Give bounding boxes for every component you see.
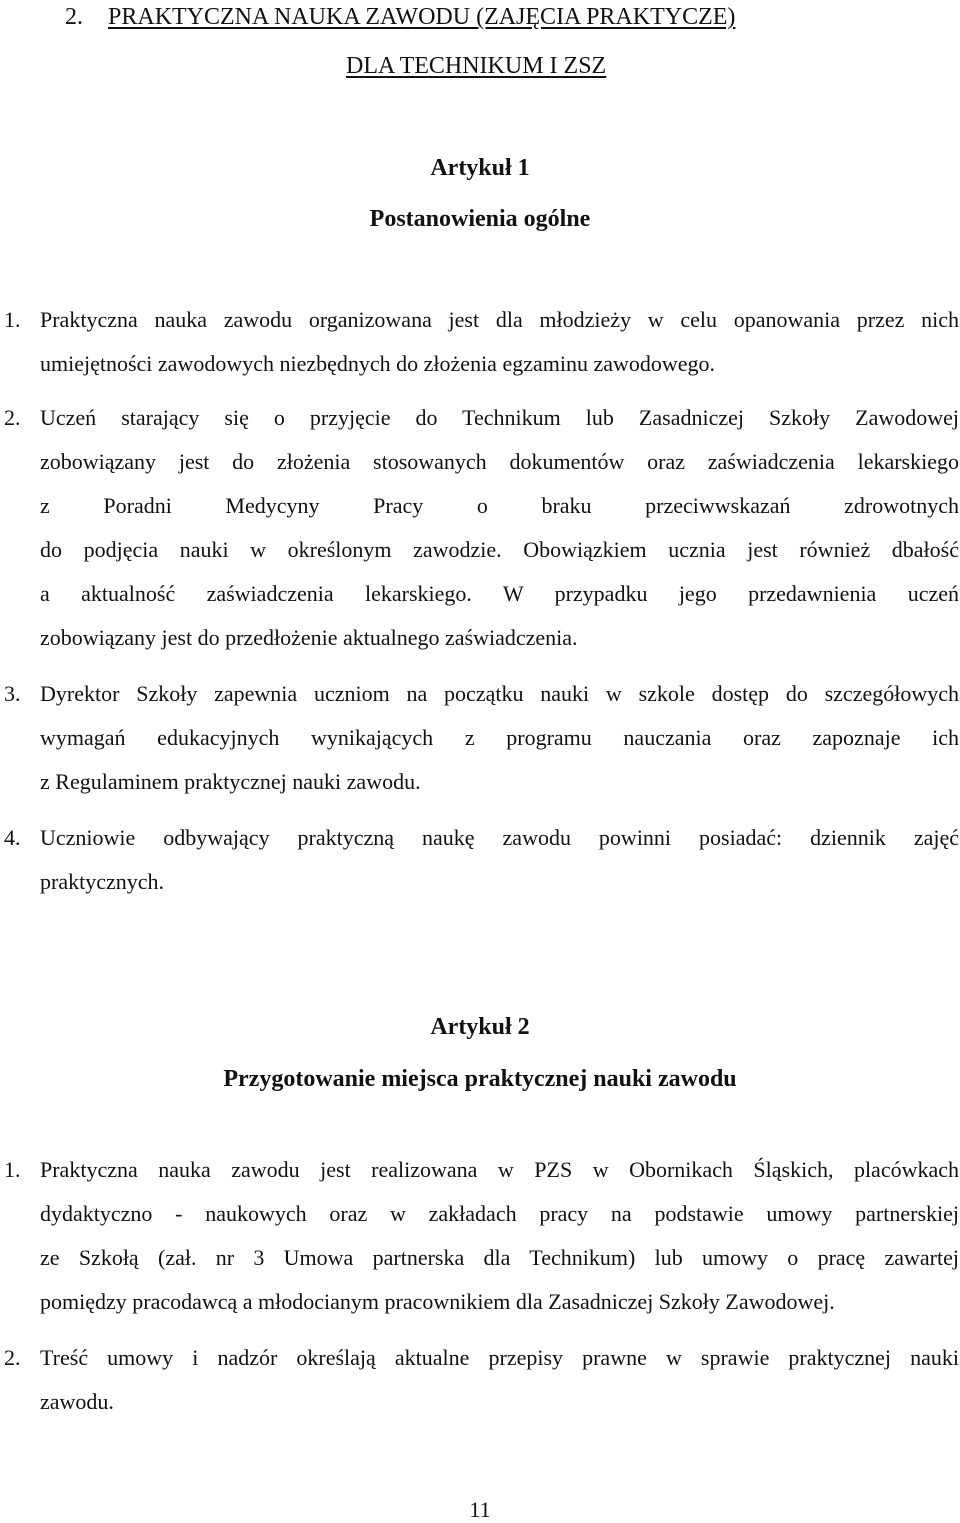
article1-title: Postanowienia ogólne [369, 206, 591, 232]
chapter-title-line1: PRAKTYCZNA NAUKA ZAWODU (ZAJĘCIA PRAKTYCZE) [108, 4, 736, 30]
text-line: zawodu. [40, 1389, 114, 1414]
text-line: z Regulaminem praktycznej nauki zawodu. [40, 769, 421, 794]
text-line: zobowiązany jest do złożenia stosowanych dokumentów oraz zaświadczenia lekarskiego [40, 449, 959, 474]
item-number: 2. [4, 1345, 21, 1370]
item-text [40, 396, 959, 660]
item-number: 1. [4, 307, 21, 332]
text-line: Praktyczna nauka zawodu jest realizowana w PZS w Obornikach Śląskich, placówkach [40, 1157, 959, 1182]
item-text [40, 816, 959, 904]
text-line: umiejętności zawodowych niezbędnych do złożenia egzaminu zawodowego. [40, 351, 716, 376]
article2-label: Artykuł 2 [430, 1014, 530, 1040]
item-text [40, 672, 959, 804]
text-line: Treść umowy i nadzór określają aktualne przepisy prawne w sprawie praktycznej nauki [40, 1345, 959, 1370]
item-number: 4. [4, 825, 21, 850]
text-line: do podjęcia nauki w określonym zawodzie. Obowiązkiem ucznia jest również dbałość [40, 537, 959, 562]
text-line: ze Szkołą (zał. nr 3 Umowa partnerska dla Technikum) lub umowy o pracę zawartej [40, 1245, 959, 1270]
text-line: wymagań edukacyjnych wynikających z programu nauczania oraz zapoznaje ich [40, 725, 959, 750]
chapter-title-line2: DLA TECHNIKUM I ZSZ [346, 53, 607, 79]
page-number: 11 [469, 1497, 491, 1522]
text-line: Uczniowie odbywający praktyczną naukę zawodu powinni posiadać: dziennik zajęć [40, 825, 959, 850]
text-line: praktycznych. [40, 869, 164, 894]
text-line: Dyrektor Szkoły zapewnia uczniom na początku nauki w szkole dostęp do szczegółowych [40, 681, 959, 706]
item-text [40, 1148, 959, 1324]
text-line: Uczeń starający się o przyjęcie do Technikum lub Zasadniczej Szkoły Zawodowej [40, 405, 959, 430]
text-line: dydaktyczno - naukowych oraz w zakładach pracy na podstawie umowy partnerskiej [40, 1201, 959, 1226]
article1-label: Artykuł 1 [430, 155, 530, 181]
text-line: zobowiązany jest do przedłożenie aktualnego zaświadczenia. [40, 625, 578, 650]
item-number: 1. [4, 1157, 21, 1182]
text-line: z Poradni Medycyny Pracy o braku przeciwwskazań zdrowotnych [40, 493, 959, 518]
text-line: pomiędzy pracodawcą a młodocianym pracownikiem dla Zasadniczej Szkoły Zawodowej. [40, 1289, 835, 1314]
chapter-number: 2. [65, 4, 83, 30]
item-number: 2. [4, 405, 21, 430]
article2-title: Przygotowanie miejsca praktycznej nauki zawodu [223, 1066, 737, 1092]
text-line: a aktualność zaświadczenia lekarskiego. W przypadku jego przedawnienia uczeń [40, 581, 959, 606]
item-text [40, 1336, 959, 1424]
item-text [40, 298, 959, 386]
text-line: Praktyczna nauka zawodu organizowana jest dla młodzieży w celu opanowania przez nich [40, 307, 959, 332]
item-number: 3. [4, 681, 21, 706]
